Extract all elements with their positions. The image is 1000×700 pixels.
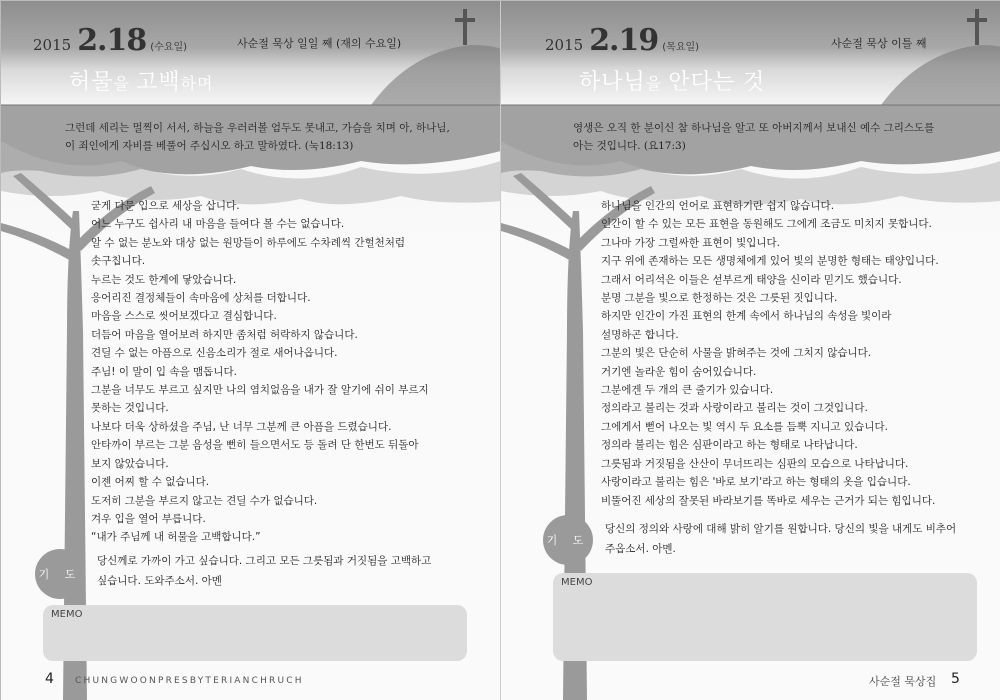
body-line: 그에게서 뻗어 나오는 빛 역시 두 요소를 듬뿍 지니고 있습니다.: [601, 420, 888, 433]
meditation-body: [91, 197, 481, 547]
body-line: 그나마 가장 그럴싸한 표현이 빛입니다.: [601, 236, 780, 249]
page-header: [501, 1, 1000, 105]
body-line: 누르는 것도 한계에 닿았습니다.: [91, 273, 237, 286]
page-right: [501, 1, 1000, 700]
body-line: 설명하곤 합니다.: [601, 328, 679, 341]
page-title: 하나님을 안다는 것: [579, 70, 766, 95]
year: 2015: [33, 36, 72, 54]
body-line: 견딜 수 없는 아픔으로 신음소리가 절로 새어나옵니다.: [91, 347, 338, 360]
body-line: 안타까이 부르는 그분 음성을 뻔히 들으면서도 등 돌려 단 한번도 뒤돌아: [91, 439, 419, 452]
body-line: 그분의 빛은 단순히 사물을 밝혀주는 것에 그치지 않습니다.: [601, 347, 872, 360]
page-number: 4: [45, 671, 54, 687]
footer-church-name: CHUNGWOONPRESBYTERIANCHRUCH: [75, 676, 304, 686]
body-line: 솟구칩니다.: [91, 255, 146, 268]
body-line: 응어리진 결정체들이 속마음에 상처를 더합니다.: [91, 292, 311, 305]
scripture-verse: 영생은 오직 한 분이신 참 하나님을 알고 또 아버지께서 보내신 예수 그리스도를 아는 것입니다. (요17:3): [573, 122, 935, 152]
body-line: 하나님을 인간의 언어로 표현하기란 쉽지 않습니다.: [601, 200, 835, 212]
date: 2.19: [589, 23, 659, 58]
body-line: 알 수 없는 분노와 대상 없는 원망들이 하루에도 수차례씩 간헐천처럼: [91, 236, 406, 249]
page-number: 5: [951, 671, 960, 687]
weekday: (수요일): [150, 42, 188, 53]
prayer-text: 당신의 정의와 사랑에 대해 밝히 알기를 원합니다. 당신의 빛을 내게도 비추어 주옵소서. 아멘.: [605, 523, 957, 555]
memo-box[interactable]: [43, 605, 467, 661]
body-line: 마음을 스스로 씻어보겠다고 결심합니다.: [91, 310, 277, 323]
body-line: 보지 않았습니다.: [91, 457, 169, 470]
body-line: 그분을 너무도 부르고 싶지만 나의 염치없음을 내가 잘 알기에 쉬이 부르지: [91, 384, 429, 397]
series-label: 사순절 묵상 일일 째 (재의 수요일): [237, 37, 402, 50]
series-label: 사순절 묵상 이틀 째: [831, 37, 927, 50]
meditation-body: [601, 197, 981, 510]
page-title: 허물을 고백하며: [69, 70, 214, 95]
body-line: 주님! 이 말이 입 속을 맴돕니다.: [91, 365, 237, 378]
body-line: 그래서 어리석은 이들은 섣부르게 태양을 신이라 믿기도 했습니다.: [601, 273, 902, 286]
footer-book-title: 사순절 묵상집: [869, 675, 937, 688]
body-line: 거기엔 놀라운 힘이 숨어있습니다.: [601, 365, 757, 378]
body-line: 정의라 불리는 힘은 심판이라고 하는 형태로 나타납니다.: [601, 439, 858, 452]
prayer-badge: 기 도: [543, 515, 593, 565]
weekday: (목요일): [662, 42, 700, 53]
body-line: 비뚤어진 세상의 잘못된 바라보기를 똑바로 세우는 근거가 되는 힘입니다.: [601, 494, 936, 507]
body-line: 하지만 인간이 가진 표현의 한계 속에서 하나님의 속성을 빛이라: [601, 310, 892, 323]
body-line: 인간이 할 수 있는 모든 표현을 동원해도 그에게 조금도 미치지 못합니다.: [601, 218, 932, 231]
prayer-badge: 기 도: [35, 549, 85, 599]
body-line: 나보다 더욱 상하셨을 주님, 난 너무 그분께 큰 아픔을 드렸습니다.: [91, 420, 392, 433]
body-line: 사랑이라고 불리는 힘은 '바로 보기'라고 하는 형태의 옷을 입습니다.: [601, 476, 911, 489]
body-line: 그릇됨과 거짓됨을 산산이 무너뜨리는 심판의 모습으로 나타납니다.: [601, 457, 909, 470]
date-line: [545, 23, 699, 58]
page-left: [1, 1, 501, 700]
body-line: 분명 그분을 빛으로 한정하는 것은 그릇된 짓입니다.: [601, 292, 838, 305]
body-line: 정의라고 불리는 것과 사랑이라고 불리는 것이 그것입니다.: [601, 402, 868, 415]
memo-label: MEMO: [561, 577, 593, 588]
memo-box[interactable]: [553, 573, 977, 661]
body-line: 그분에겐 두 개의 큰 줄기가 있습니다.: [601, 384, 774, 397]
prayer-text: 당신께로 가까이 가고 싶습니다. 그리고 모든 그릇됨과 거짓됨을 고백하고 싶습니다. 도와주소서. 아멘: [97, 555, 432, 587]
year: 2015: [545, 36, 584, 54]
memo-label: MEMO: [51, 609, 83, 620]
body-line: 겨우 입을 열어 부릅니다.: [91, 512, 206, 525]
body-line: 더듬어 마음을 열어보려 하지만 좀처럼 허락하지 않습니다.: [91, 328, 358, 341]
body-line: 굳게 다문 입으로 세상을 삽니다.: [91, 200, 240, 212]
body-line: “내가 주님께 내 허물을 고백합니다.”: [91, 531, 261, 544]
body-line: 이젠 어찌 할 수 없습니다.: [91, 476, 210, 489]
body-line: 어느 누구도 쉽사리 내 마음을 들여다 볼 수는 없습니다.: [91, 218, 345, 231]
scripture-verse: 그런데 세리는 멀찍이 서서, 하늘을 우러러볼 엄두도 못내고, 가슴을 치며 아, 하나님, 이 죄인에게 자비를 베풀어 주십시오 하고 말하였다. (눅18:13): [65, 122, 450, 152]
date-line: [33, 23, 187, 58]
page-header: [1, 1, 501, 105]
date: 2.18: [77, 23, 147, 58]
body-line: 지구 위에 존재하는 모든 생명체에게 있어 빛의 분명한 형태는 태양입니다.: [601, 255, 939, 268]
body-line: 도저히 그분을 부르지 않고는 견딜 수가 없습니다.: [91, 494, 318, 507]
body-line: 못하는 것입니다.: [91, 402, 169, 415]
